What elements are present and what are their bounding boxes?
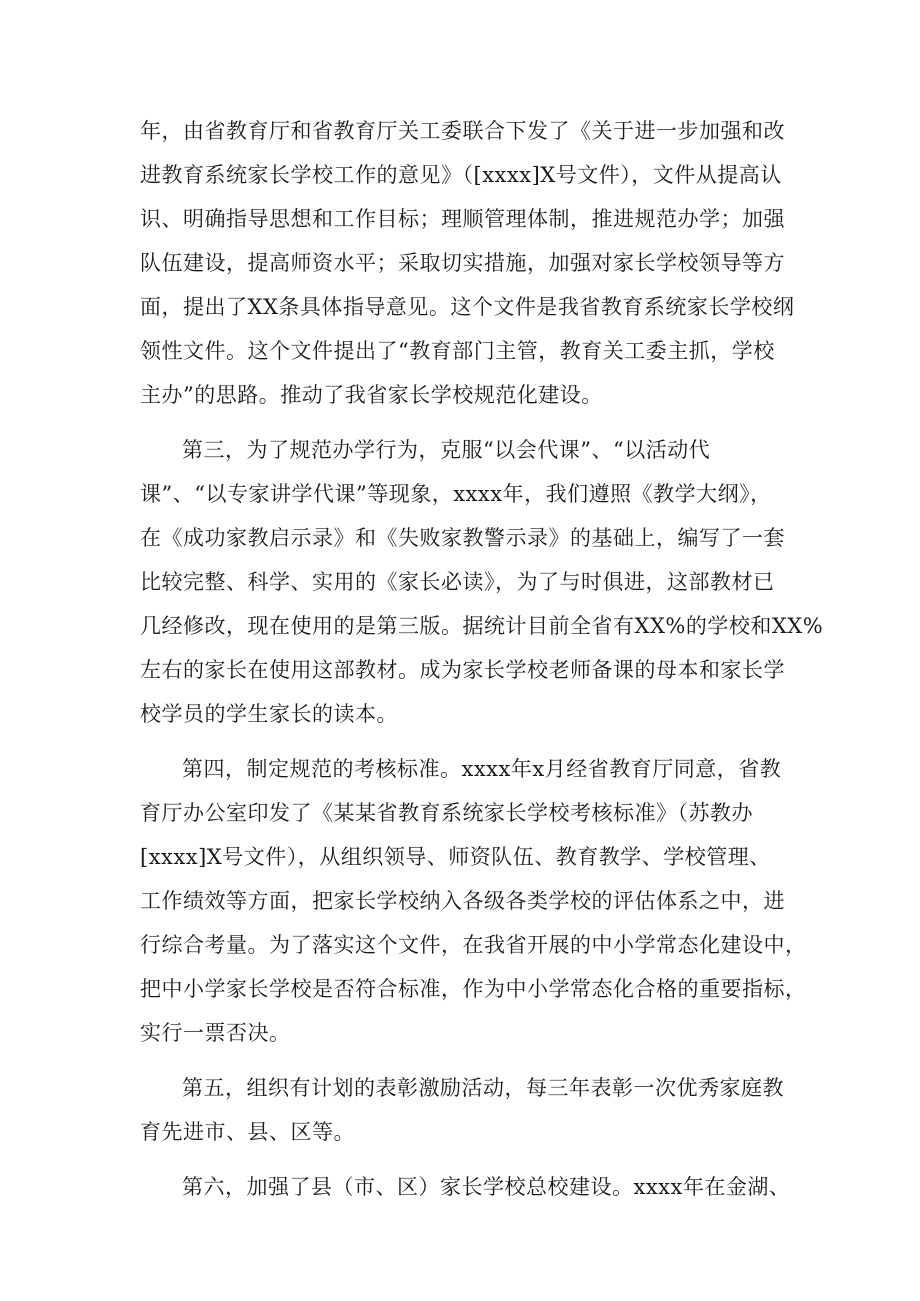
paragraph-line: 校学员的学生家长的读本。 xyxy=(140,702,398,726)
paragraph-line: 第四，制定规范的考核标准。xxxx年x月经省教育厅同意，省教 xyxy=(182,757,782,781)
paragraph-line: 实行一票否决。 xyxy=(140,1021,291,1045)
paragraph-line: 课”、“以专家讲学代课”等现象，xxxx年，我们遵照《教学大纲》， xyxy=(140,482,772,506)
paragraph-line: 主办”的思路。推动了我省家长学校规范化建设。 xyxy=(140,383,603,407)
paragraph-line: 育厅办公室印发了《某某省教育系统家长学校考核标准》（苏教办 xyxy=(140,801,753,825)
paragraph-line: 识、明确指导思想和工作目标；理顺管理体制，推进规范办学；加强 xyxy=(140,207,785,231)
paragraph-line: 在《成功家教启示录》和《失败家教警示录》的基础上，编写了一套 xyxy=(140,526,785,550)
paragraph-line: 年，由省教育厅和省教育厅关工委联合下发了《关于进一步加强和改 xyxy=(140,119,785,143)
paragraph-line: 面，提出了XX条具体指导意见。这个文件是我省教育系统家长学校纲 xyxy=(140,295,795,319)
paragraph-line: 第六，加强了县（市、区）家长学校总校建设。xxxx年在金湖、 xyxy=(182,1175,791,1199)
paragraph-line: 第五，组织有计划的表彰激励活动，每三年表彰一次优秀家庭教 xyxy=(182,1076,784,1100)
paragraph-3 xyxy=(140,747,807,1055)
paragraph-line: [xxxx]X号文件），从组织领导、师资队伍、教育教学、学校管理、 xyxy=(140,845,771,869)
paragraph-line: 进教育系统家长学校工作的意见》（[xxxx]X号文件），文件从提高认 xyxy=(140,163,782,187)
paragraph-line: 左右的家长在使用这部教材。成为家长学校老师备课的母本和家长学 xyxy=(140,658,785,682)
paragraph-5 xyxy=(140,1165,800,1209)
paragraph-line: 比较完整、科学、实用的《家长必读》，为了与时俱进，这部教材已 xyxy=(140,570,775,594)
paragraph-1 xyxy=(140,109,800,417)
paragraph-line: 工作绩效等方面，把家长学校纳入各级各类学校的评估体系之中，进 xyxy=(140,889,785,913)
paragraph-line: 队伍建设，提高师资水平；采取切实措施，加强对家长学校领导等方 xyxy=(140,251,785,275)
paragraph-2 xyxy=(140,428,824,736)
paragraph-line: 行综合考量。为了落实这个文件，在我省开展的中小学常态化建设中， xyxy=(140,933,807,957)
paragraph-line: 几经修改，现在使用的是第三版。据统计目前全省有XX%的学校和XX% xyxy=(140,614,824,638)
paragraph-4 xyxy=(140,1066,800,1154)
document-body xyxy=(140,109,824,1209)
paragraph-line: 把中小学家长学校是否符合标准，作为中小学常态化合格的重要指标， xyxy=(140,977,807,1001)
paragraph-line: 领性文件。这个文件提出了“教育部门主管，教育关工委主抓，学校 xyxy=(140,339,775,363)
paragraph-line: 育先进市、县、区等。 xyxy=(140,1120,355,1144)
paragraph-line: 第三，为了规范办学行为，克服“以会代课”、“以活动代 xyxy=(182,438,711,462)
